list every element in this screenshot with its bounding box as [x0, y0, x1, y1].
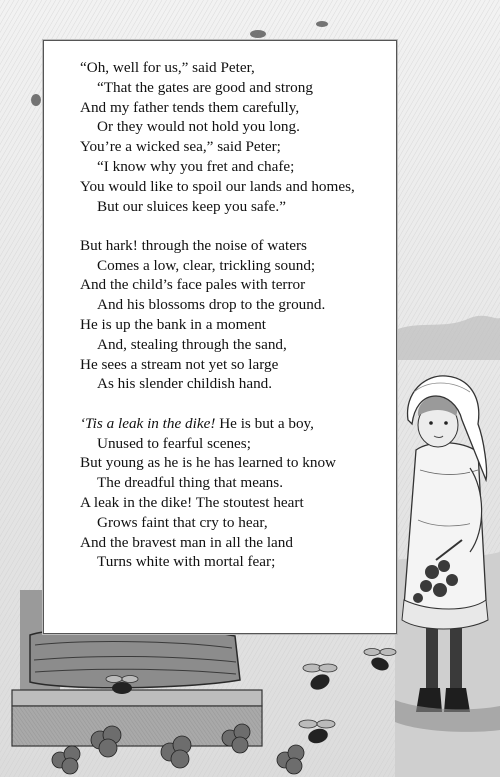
- poem-line: [80, 98, 390, 118]
- poem-line-text: But hark! through the noise of waters: [80, 236, 307, 254]
- poem-line-text: And the child’s face pales with terror: [80, 276, 306, 294]
- poem-line: [80, 275, 390, 295]
- poem-line-text: And, stealing through the sand,: [97, 335, 287, 353]
- poem-line-text: You would like to spoil our lands and homes,: [80, 177, 355, 195]
- poem: [80, 58, 390, 592]
- poem-line: [80, 295, 390, 315]
- poem-line: [80, 335, 390, 355]
- poem-line-text: You’re a wicked sea,” said Peter;: [80, 138, 281, 156]
- poem-line-text: He sees a stream not yet so large: [80, 355, 279, 373]
- poem-line-italic: ‘Tis a leak in the dike!: [80, 414, 216, 432]
- poem-line-text: “I know why you fret and chafe;: [97, 157, 295, 175]
- poem-line: [80, 117, 390, 137]
- stanza: [80, 236, 390, 394]
- poem-line-text: He is up the bank in a moment: [80, 316, 267, 334]
- poem-line-text: And the bravest man in all the land: [80, 533, 293, 551]
- poem-line-text: The dreadful thing that means.: [97, 474, 283, 492]
- poem-line: [80, 414, 390, 434]
- poem-line: [80, 197, 390, 217]
- poem-line: [80, 493, 390, 513]
- poem-line-text: “That the gates are good and strong: [97, 78, 313, 96]
- stanza: [80, 58, 390, 216]
- stanza: [80, 414, 390, 572]
- poem-line: [80, 513, 390, 533]
- poem-line-text: As his slender childish hand.: [97, 375, 273, 393]
- poem-line: [80, 533, 390, 553]
- poem-line: [80, 157, 390, 177]
- poem-line: [80, 78, 390, 98]
- poem-line-text: A leak in the dike! The stoutest heart: [80, 493, 304, 511]
- poem-line-text: Unused to fearful scenes;: [97, 434, 251, 452]
- poem-line: [80, 58, 390, 78]
- poem-line: [80, 552, 390, 572]
- poem-line: [80, 374, 390, 394]
- poem-line-text: And my father tends them carefully,: [80, 98, 300, 116]
- poem-line-text: Turns white with mortal fear;: [97, 553, 276, 571]
- poem-line-text: “Oh, well for us,” said Peter,: [80, 59, 255, 76]
- poem-line-text: And his blossoms drop to the ground.: [97, 296, 326, 314]
- poem-line: [80, 453, 390, 473]
- poem-line-text: He is but a boy,: [215, 414, 314, 432]
- poem-line: [80, 177, 390, 197]
- poem-line-text: Comes a low, clear, trickling sound;: [97, 256, 316, 274]
- poem-line: [80, 434, 390, 454]
- poem-line-text: Or they would not hold you long.: [97, 118, 300, 136]
- poem-line: [80, 137, 390, 157]
- poem-line: [80, 473, 390, 493]
- poem-line: [80, 355, 390, 375]
- poem-line-text: Grows faint that cry to hear,: [97, 513, 268, 531]
- poem-line: [80, 256, 390, 276]
- poem-line-text: But young as he is he has learned to know: [80, 454, 337, 472]
- poem-line: [80, 315, 390, 335]
- poem-line: [80, 236, 390, 256]
- poem-line-text: But our sluices keep you safe.”: [97, 197, 286, 215]
